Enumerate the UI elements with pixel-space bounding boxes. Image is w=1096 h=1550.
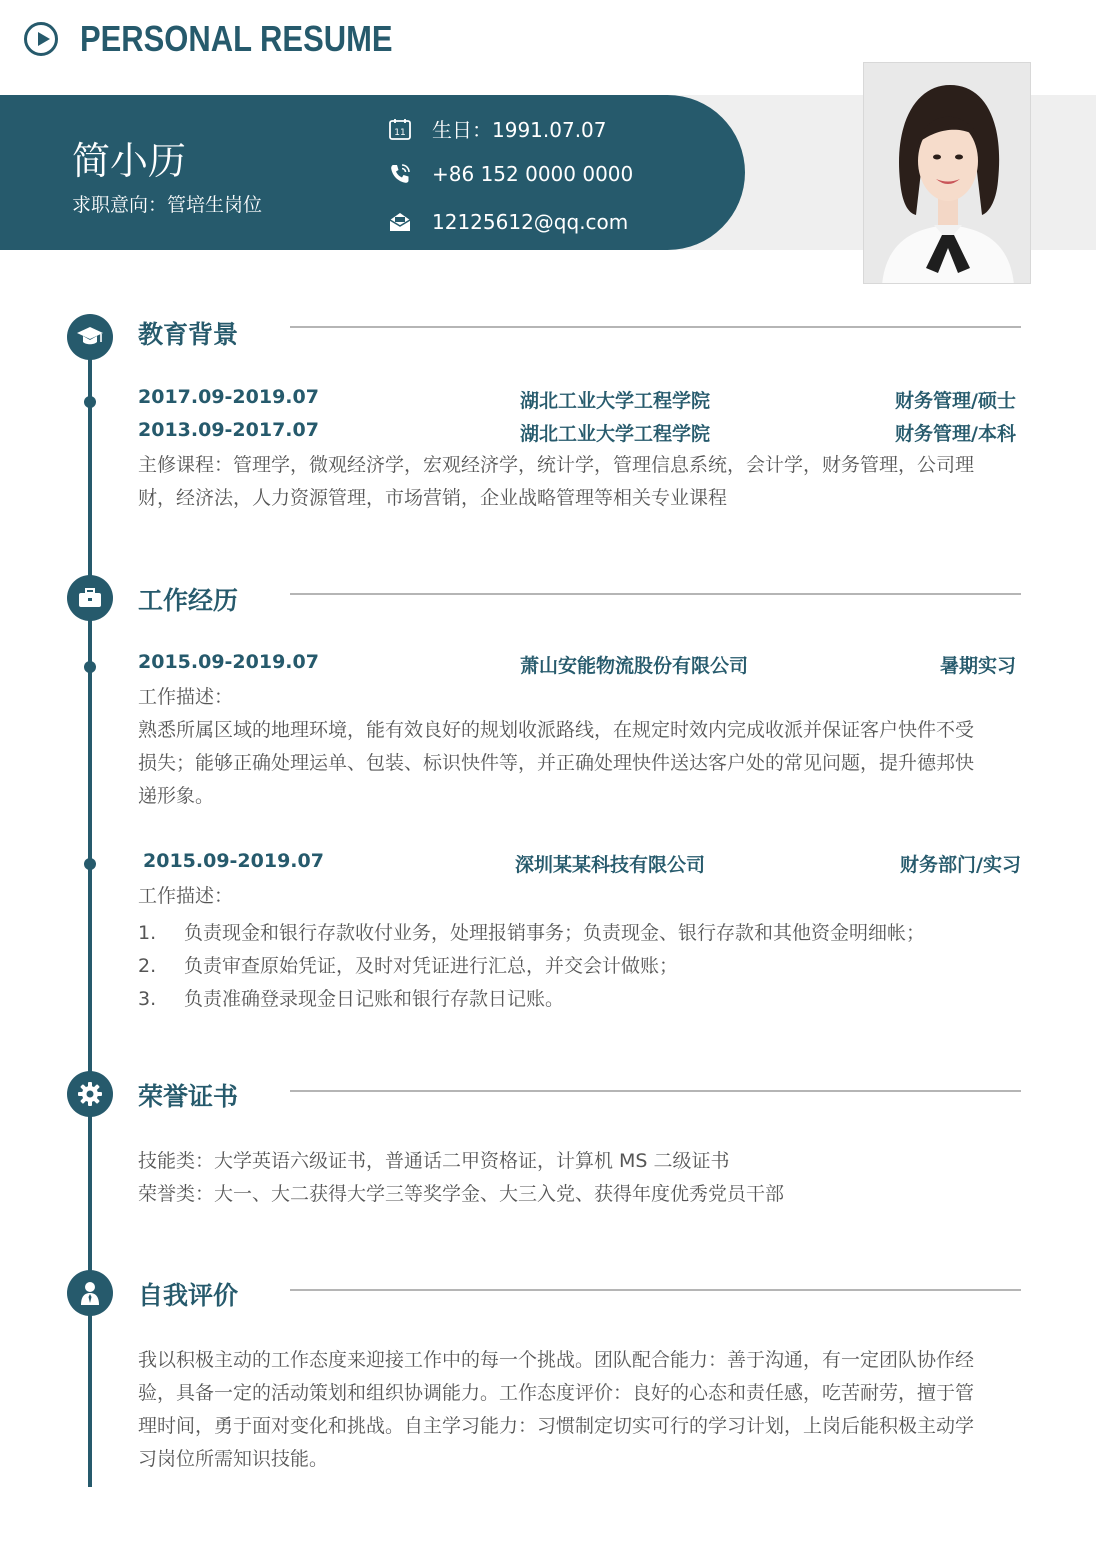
- work-desc-line: 损失；能够正确处理运单、包装、标识快件等，并正确处理快件送达客户处的常见问题，提升德邦快: [138, 752, 975, 774]
- work-row: [143, 850, 1021, 880]
- section-divider: [290, 593, 1021, 595]
- courses-line: 财，经济法，人力资源管理，市场营销，企业战略管理等相关专业课程: [138, 487, 728, 509]
- section-title-work: 工作经历: [138, 586, 239, 615]
- edu-school: 湖北工业大学工程学院: [520, 423, 711, 445]
- candidate-name: 简小历: [72, 139, 187, 183]
- timeline-dot: [84, 396, 96, 408]
- section-divider: [290, 1289, 1021, 1291]
- honors-text: [138, 1145, 1024, 1211]
- section-title-honors: 荣誉证书: [138, 1082, 239, 1111]
- briefcase-icon: [67, 575, 113, 621]
- honors-line: 荣誉类：大一、大二获得大学三等奖学金、大三入党、获得年度优秀党员干部: [138, 1183, 785, 1205]
- self-eval-line: 理时间，勇于面对变化和挑战。自主学习能力：习惯制定切实可行的学习计划，上岗后能积极主动学: [138, 1415, 975, 1437]
- education-row: [138, 419, 1016, 449]
- self-eval-line: 习岗位所需知识技能。: [138, 1448, 329, 1470]
- edu-date: 2017.09-2019.07: [138, 386, 319, 408]
- gear-icon: [67, 1071, 113, 1117]
- section-title-self-eval: 自我评价: [138, 1281, 239, 1310]
- honors-line: 技能类：大学英语六级证书，普通话二甲资格证，计算机 MS 二级证书: [138, 1150, 730, 1172]
- contact-email: [388, 210, 628, 234]
- graduation-cap-icon: [67, 314, 113, 360]
- person-icon: [67, 1270, 113, 1316]
- resume-title: PERSONAL RESUME: [80, 18, 393, 59]
- phone-icon: [388, 162, 412, 186]
- calendar-icon: [388, 117, 412, 141]
- work-date: 2015.09-2019.07: [143, 850, 324, 872]
- svg-text:11: 11: [394, 127, 406, 138]
- work-row: [138, 651, 1016, 681]
- work-role: 暑期实习: [939, 655, 1016, 677]
- timeline-dot: [84, 661, 96, 673]
- birthday-text: 生日：1991.07.07: [432, 118, 607, 142]
- work-description: [138, 681, 1024, 813]
- work-desc-line: 递形象。: [138, 785, 215, 807]
- timeline-dot: [84, 858, 96, 870]
- phone-text[interactable]: +86 152 0000 0000: [432, 162, 634, 186]
- section-divider: [290, 1090, 1021, 1092]
- edu-date: 2013.09-2017.07: [138, 419, 319, 441]
- edu-school: 湖北工业大学工程学院: [520, 390, 711, 412]
- work-desc-line: 熟悉所属区域的地理环境，能有效良好的规划收派路线，在规定时效内完成收派并保证客户快件不受: [138, 719, 975, 741]
- work-company: 萧山安能物流股份有限公司: [520, 655, 749, 677]
- self-eval-line: 我以积极主动的工作态度来迎接工作中的每一个挑战。团队配合能力：善于沟通，有一定团队协作经: [138, 1349, 975, 1371]
- play-circle-icon: [24, 22, 58, 56]
- list-item: 1. 负责现金和银行存款收付业务，处理报销事务；负责现金、银行存款和其他资金明细帐；: [138, 922, 926, 944]
- resume-title-row: [24, 18, 443, 60]
- self-eval-line: 验，具备一定的活动策划和组织协调能力。工作态度评价：良好的心态和责任感，吃苦耐劳，擅于管: [138, 1382, 975, 1404]
- work-role: 财务部门/实习: [900, 854, 1021, 876]
- work-date: 2015.09-2019.07: [138, 651, 319, 673]
- contact-birthday: [388, 114, 607, 143]
- job-intention: 求职意向：管培生岗位: [72, 194, 263, 216]
- email-icon: [388, 210, 412, 234]
- work-company: 深圳某某科技有限公司: [515, 854, 706, 876]
- email-text[interactable]: 12125612@qq.com: [432, 210, 629, 234]
- education-row: [138, 386, 1016, 416]
- self-eval-text: [138, 1344, 1024, 1476]
- section-divider: [290, 326, 1021, 328]
- work-desc-label: 工作描述：: [138, 885, 234, 907]
- edu-major: 财务管理/硕士: [895, 390, 1016, 412]
- courses-text: [138, 449, 1024, 515]
- courses-line: 主修课程：管理学，微观经济学，宏观经济学，统计学，管理信息系统，会计学，财务管理，公司理: [138, 454, 975, 476]
- section-title-education: 教育背景: [138, 320, 239, 349]
- list-item: 2. 负责审查原始凭证，及时对凭证进行汇总，并交会计做账；: [138, 955, 679, 977]
- list-item: 3. 负责准确登录现金日记账和银行存款日记账。: [138, 988, 565, 1010]
- edu-major: 财务管理/本科: [895, 423, 1016, 445]
- contact-phone: [388, 162, 633, 186]
- work-desc-label: 工作描述：: [138, 686, 234, 708]
- profile-photo: [863, 62, 1031, 284]
